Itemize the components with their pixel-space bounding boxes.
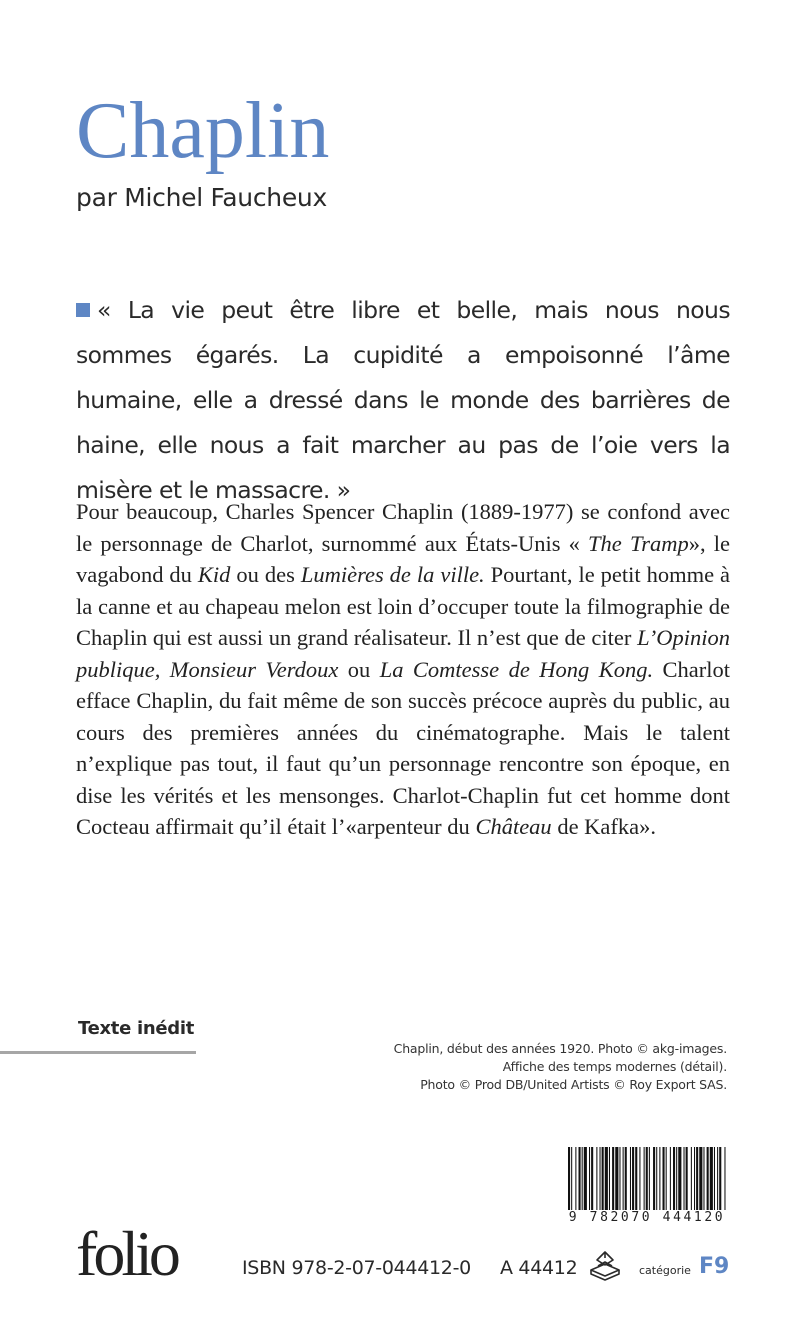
desc-italic: La Comtesse de Hong Kong. [379,656,654,682]
desc-italic: Lumières de la ville. [300,562,485,587]
desc-italic: Château [475,814,552,839]
desc-text: ou [347,656,371,682]
categorie-label: catégorie [639,1264,691,1277]
book-description [76,496,730,843]
desc-text: ou des [236,562,295,587]
credit-line: Photo © Prod DB/United Artists © Roy Export SAS. [420,1077,727,1092]
photo-credits [394,1040,727,1094]
credit-line: Chaplin, début des années 1920. Photo © akg-images. [393,1041,727,1056]
publisher-logo: folio [76,1218,177,1289]
book-author: par Michel Faucheux [76,183,327,212]
desc-text: de Kafka». [557,814,657,839]
desc-italic: The Tramp [588,530,689,556]
pull-quote [76,288,730,513]
categorie-code: F9 [699,1254,730,1279]
pull-quote-text: « La vie peut être libre et belle, mais nous nous sommes égarés. La cupidité a empoisonné l’âme humaine, elle a dressé dans le monde des barrières de haine, elle nous a fait marcher au pas de l’oie vers la misère et le massacre. » [76,296,730,504]
desc-text: », le vagabond du [76,530,731,587]
texte-inedit-badge: Texte inédit [78,1018,195,1039]
badge-underline [0,1051,196,1054]
credit-line: Affiche des temps modernes (détail). [502,1059,727,1074]
desc-text: Charlot efface Chaplin, du fait même de son succès précoce auprès du public, au cours des premières années du cinématographe. Mais le talent n’explique pas tout, il faut qu’un personnage rencontre son époque, en dise les vérités et les mensonges. Charlot-Chaplin fut cet homme dont Cocteau affirmait qu’il était l’«arpenteur du [76,656,731,839]
desc-italic: L’Opinion publique, Monsieur Verdoux [76,625,731,682]
isbn: ISBN 978-2-07-044412-0 [242,1257,471,1279]
desc-italic: Kid [197,562,231,587]
barcode-digits: 9 782070 444120 [566,1210,728,1225]
square-bullet-icon [76,303,90,317]
stacked-books-icon [588,1248,622,1282]
desc-text: Pour beaucoup, Charles Spencer Chaplin (1889-1977) se confond avec le personnage de Charlot, surnommé aux États-Unis « [76,499,730,556]
catalog-code: A 44412 [500,1257,578,1279]
desc-text: Pourtant, le petit homme à la canne et au chapeau melon est loin d’occuper toute la filmographie de Chaplin qui est aussi un grand réalisateur. Il n’est que de citer [76,562,731,650]
book-title: Chaplin [76,87,330,175]
